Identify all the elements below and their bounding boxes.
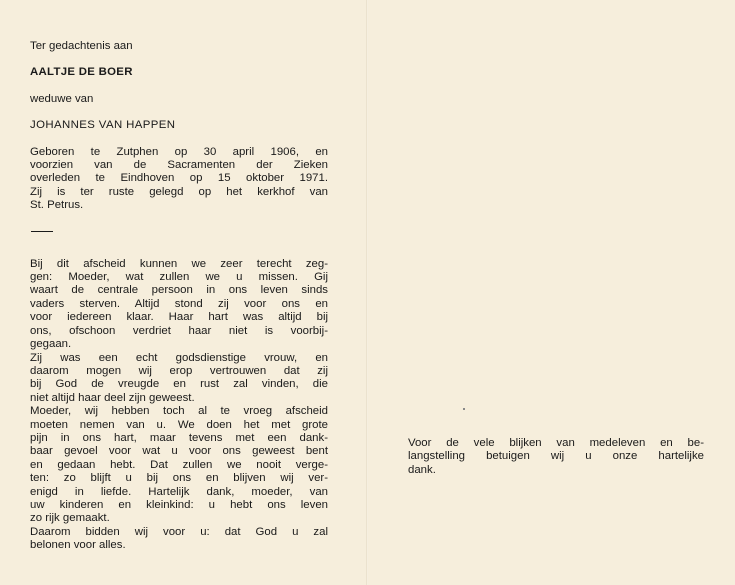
biography-block [30,146,328,213]
tribute-line: enigd in liefde. Hartelijk dank, moeder, van [30,485,328,498]
tribute-line: baar gevoel voor wat u voor ons geweest bent [30,445,328,458]
deceased-name: AALTJE DE BOER [30,66,133,79]
tribute-line: ten: zo blijft u bij ons en blijven wij ver- [30,472,328,485]
tribute-line: bij God de vreugde en rust zal vinden, die [30,378,328,391]
thanks-line: Voor de vele blijken van medeleven en be- [408,437,704,449]
tribute-line: Daarom bidden wij voor u: dat God u zal [30,525,328,538]
spouse-name: JOHANNES VAN HAPPEN [30,119,176,132]
biography-line: voorzien van de Sacramenten der Zieken [30,159,328,172]
tribute-line: ons, ofschoon verdriet haar niet is voorbij- [30,324,328,337]
tribute-line: gen: Moeder, wat zullen we u missen. Gij [30,271,328,284]
biography-line: Zij is ter ruste gelegd op het kerkhof van [30,185,328,198]
tribute-line: pijn in ons hart, maar tevens met een dank- [30,431,328,444]
tribute-line: vaders sterven. Altijd stond zij voor ons en [30,297,328,310]
tribute-line: niet altijd haar deel zijn geweest. [30,391,195,404]
tribute-line: Moeder, wij hebben toch al te vroeg afscheid [30,405,328,418]
biography-line: overleden te Eindhoven op 15 oktober 1971. [30,172,328,185]
tribute-line: waart de centrale persoon in ons leven sinds [30,284,328,297]
tribute-line: Bij dit afscheid kunnen we zeer terecht zeg- [30,257,328,270]
intro-text: Ter gedachtenis aan [30,40,133,52]
tribute-line: en gedaan hebt. Dat zullen we nooit verge- [30,458,328,471]
thanks-line: dank. [408,463,436,476]
biography-line: Geboren te Zutphen op 30 april 1906, en [30,145,328,158]
paper-speck [463,408,465,410]
tribute-line: zo rijk gemaakt. [30,512,110,525]
tribute-line: moeten nemen van u. We doen het met grote [30,418,328,431]
left-panel [30,40,328,553]
tribute-line: daarom mogen wij erop vertrouwen dat zij [30,364,328,377]
biography-line: St. Petrus. [30,199,84,212]
tribute-line: gegaan. [30,338,72,351]
tribute-line: uw kinderen en kleinkind: u hebt ons leven [30,498,328,511]
tribute-line: Zij was een echt godsdienstige vrouw, en [30,351,328,364]
relation-text: weduwe van [30,92,94,105]
tribute-line: voor iedereen klaar. Haar hart was altijd bij [30,311,328,324]
thanks-block [408,437,704,477]
separator-dash [31,231,53,232]
card-fold [366,0,368,585]
thanks-line: langstelling betuigen wij u onze hartelijke [408,450,704,463]
tribute-line: belonen voor alles. [30,539,126,552]
tribute-block [30,258,328,553]
